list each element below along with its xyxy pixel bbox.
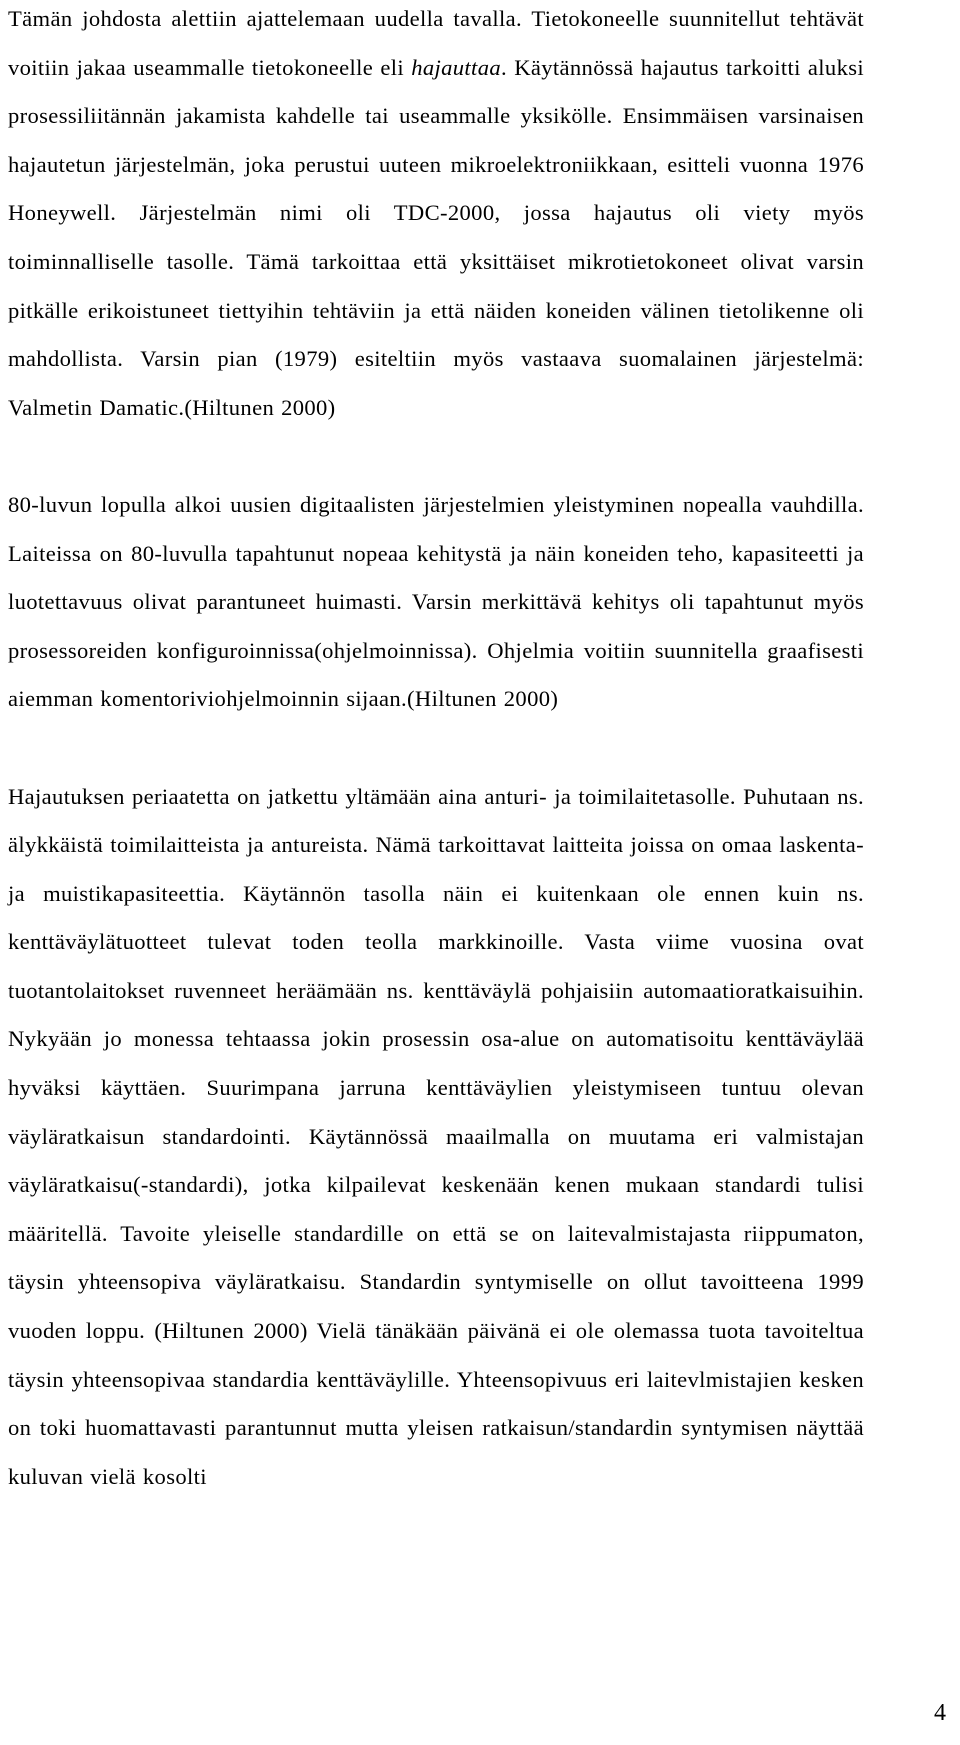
- emphasized-term: hajauttaa: [411, 54, 501, 80]
- paragraph-digital-systems: [8, 481, 864, 724]
- paragraph-fieldbus: [8, 773, 864, 1502]
- document-page: [8, 0, 864, 1501]
- paragraph-text: . Käytännössä hajautus tarkoitti aluksi prosessiliitännän jakamista kahdelle tai useammalle yksikölle. Ensimmäisen varsinaisen hajautetun järjestelmän, joka perustui uuteen mikroelektroniikkaan, esitteli vuonna 1976 Honeywell. Järjestelmän nimi oli TDC-2000, jossa hajautus oli viety myös toiminnalliselle tasolle. Tämä tarkoittaa että yksittäiset mikrotietokoneet olivat varsin pitkälle erikoistuneet tiettyihin tehtäviin ja että näiden koneiden välinen tietolikenne oli mahdollista. Varsin pian (1979) esiteltiin myös vastaava suomalainen järjestelmä: Valmetin Damatic.(Hiltunen 2000): [8, 54, 864, 420]
- paragraph-text: Tämän johdosta alettiin ajattelemaan uudella tavalla. Tietokoneelle suunnitellut tehtävät voitiin jakaa useammalle tietokoneelle eli: [8, 6, 864, 80]
- paragraph-text: Hajautuksen periaatetta on jatkettu yltämään aina anturi- ja toimilaitetasolle. Puhutaan ns. älykkäistä toimilaitteista ja antureista. Nämä tarkoittavat laitteita joissa on omaa laskenta- ja muistikapasiteettia. Käytännön tasolla näin ei kuitenkaan ole ennen kuin ns. kenttäväylätuotteet tulevat toden teolla markkinoille. Vasta viime vuosina ovat tuotantolaitokset ruvenneet heräämään ns. kenttäväylä pohjaisiin automaatioratkaisuihin. Nykyään jo monessa tehtaassa jokin prosessin osa-alue on automatisoitu kenttäväylää hyväksi käyttäen. Suurimpana jarruna kenttäväylien yleistymiseen tuntuu olevan väyläratkaisun standardointi. Käytännössä maailmalla on muutama eri valmistajan väyläratkaisu(-standardi), jotka kilpailevat keskenään kenen mukaan standardi tulisi määritellä. Tavoite yleiselle standardille on että se on laitevalmistajasta riippumaton, täysin yhteensopiva väyläratkaisu. Standardin syntymiselle on ollut tavoitteena 1999 vuoden loppu. (Hiltunen 2000) Vielä tänäkään päivänä ei ole olemassa tuota tavoiteltua täysin yhteensopivaa standardia kenttäväylille. Yhteensopivuus eri laitevlmistajien kesken on toki huomattavasti parantunnut mutta yleisen ratkaisun/standardin syntymisen näyttää kuluvan vielä kosolti: [8, 783, 864, 1489]
- paragraph-text: 80-luvun lopulla alkoi uusien digitaalisten järjestelmien yleistyminen nopealla vauhdilla. Laiteissa on 80-luvulla tapahtunut nopeaa kehitystä ja näin koneiden teho, kapasiteetti ja luotettavuus olivat parantuneet huimasti. Varsin merkittävä kehitys oli tapahtunut myös prosessoreiden konfiguroinnissa(ohjelmoinnissa). Ohjelmia voitiin suunnitella graafisesti aiemman komentoriviohjelmoinnin sijaan.(Hiltunen 2000): [8, 491, 864, 712]
- page-number: 4: [934, 1700, 946, 1726]
- paragraph-history-distributed-systems: [8, 0, 864, 432]
